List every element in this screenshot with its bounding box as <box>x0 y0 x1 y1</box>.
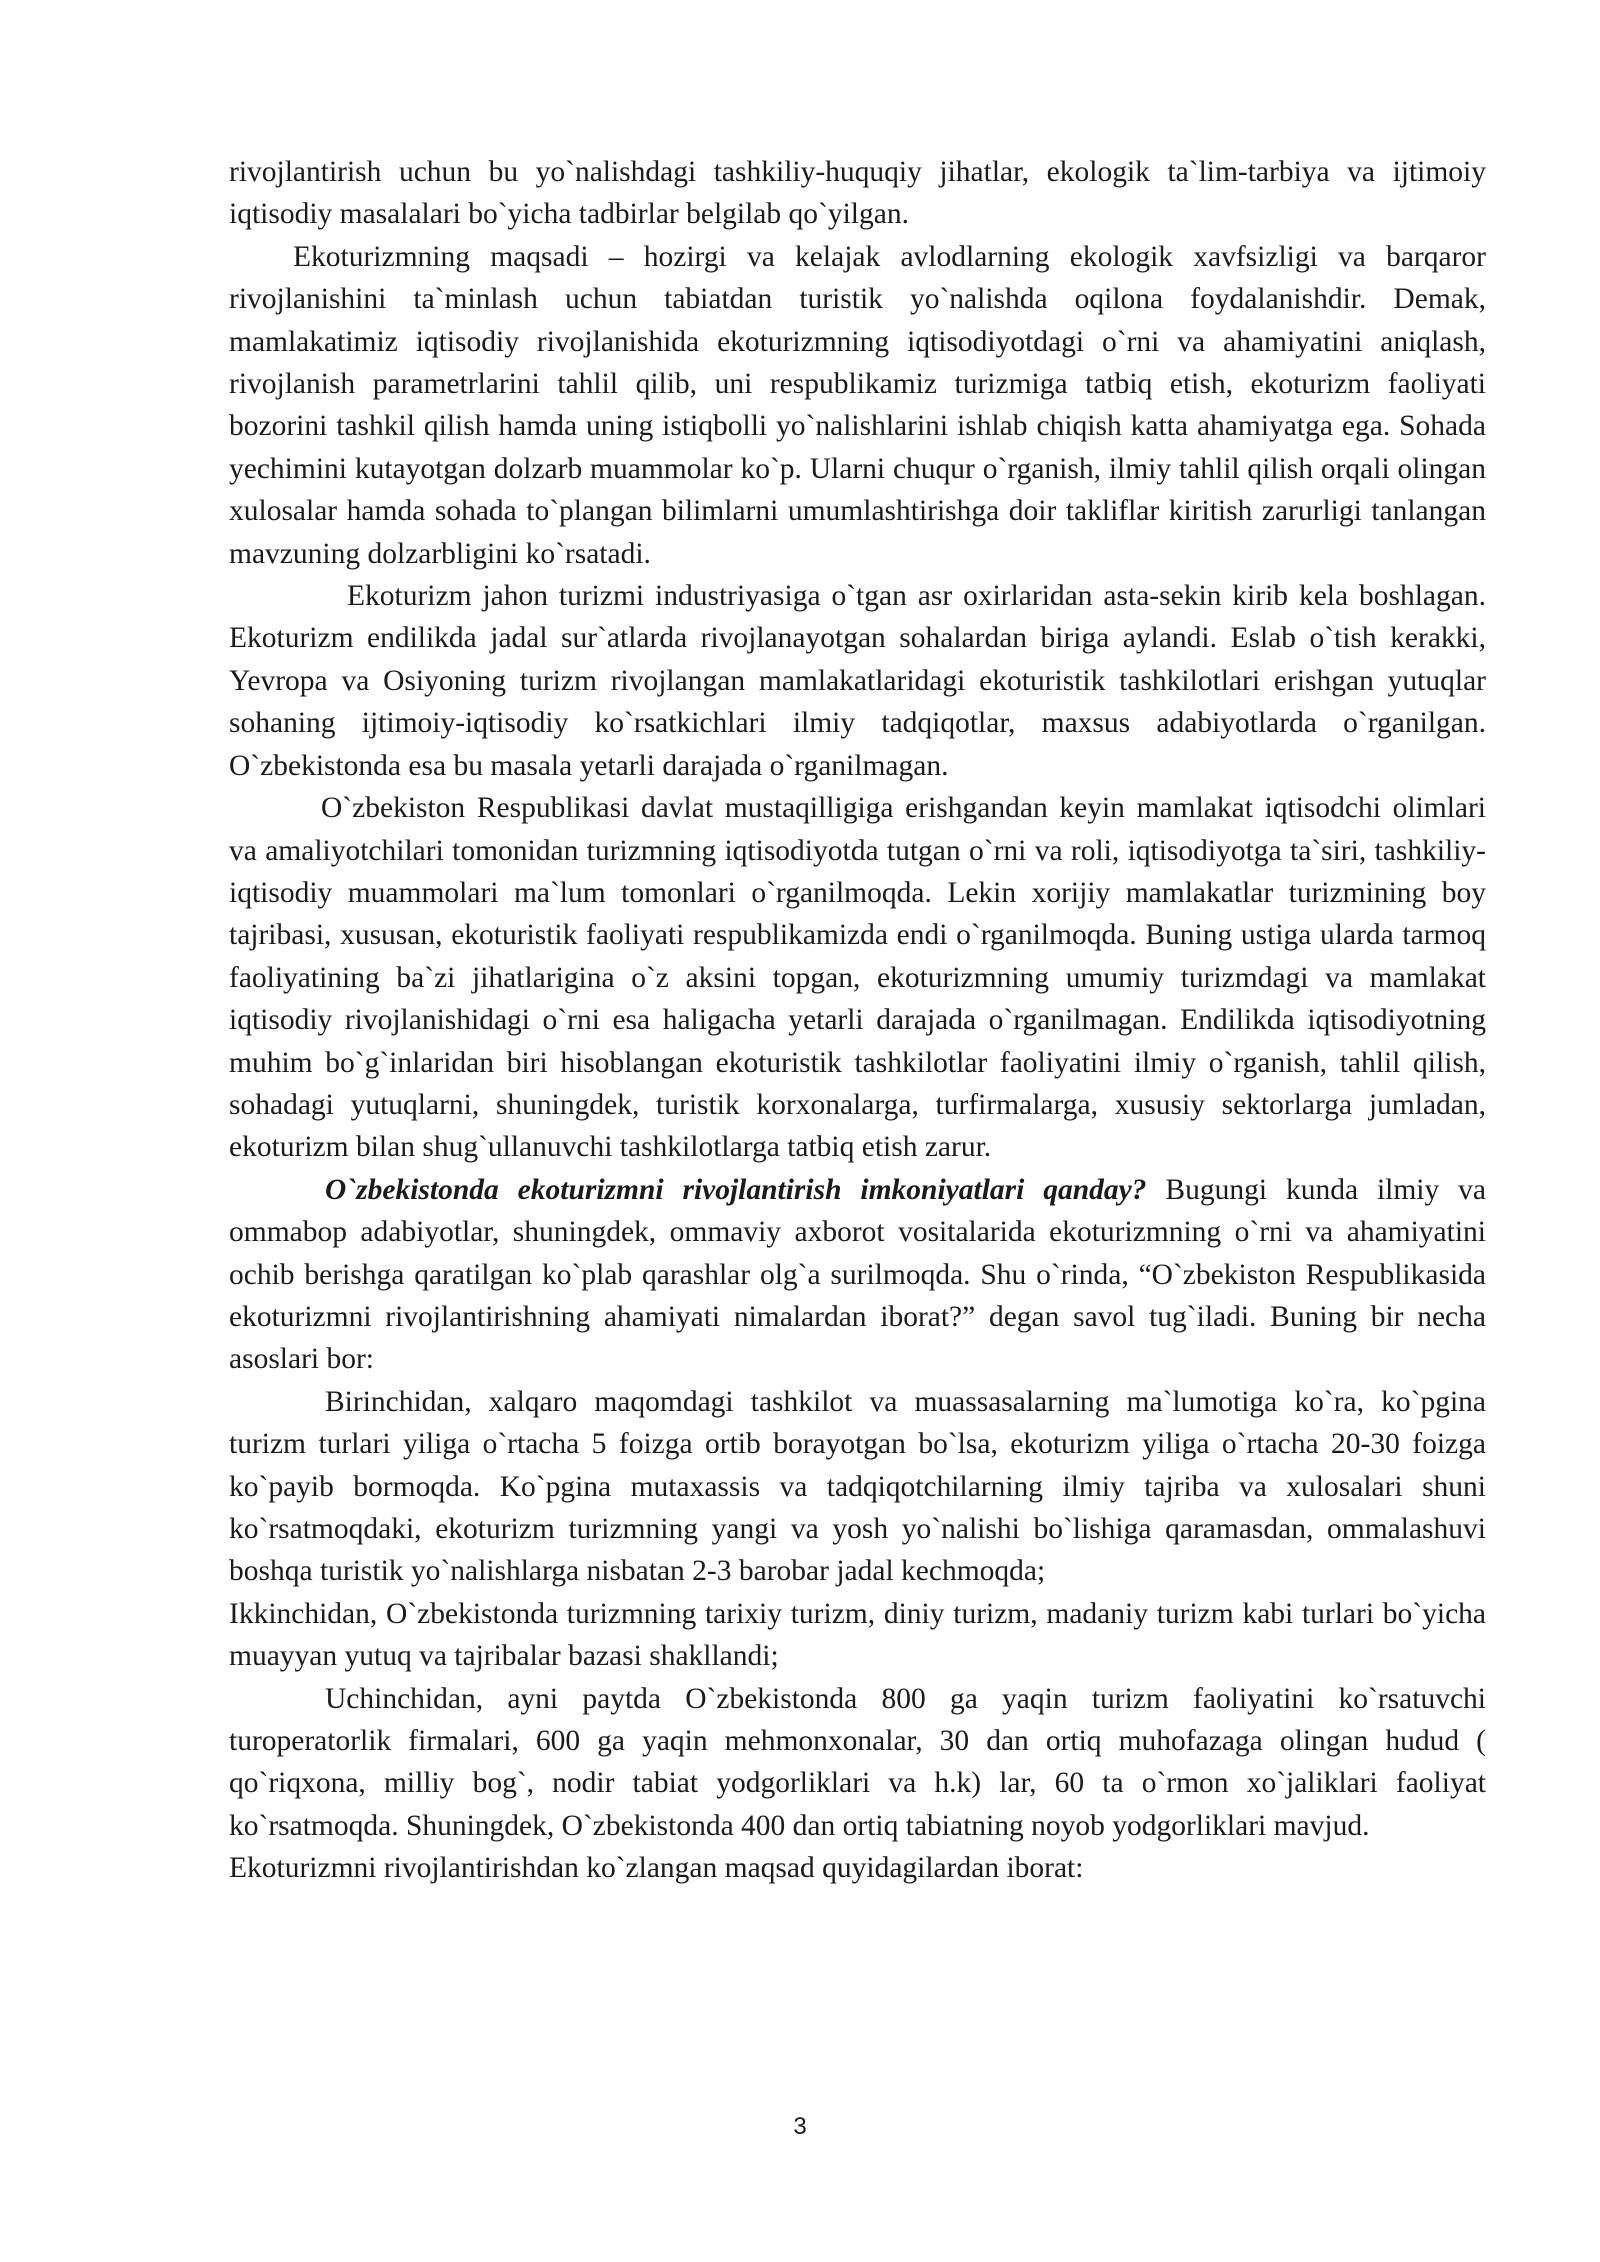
paragraph-reason-first: Birinchidan, xalqaro maqomdagi tashkilot va muassasalarning ma`lumotiga ko`ra, ko`pgina turizm turlari yiliga o`rtacha 5 foizga ortib borayotgan bo`lsa, ekoturizm yiliga o`rtacha 20-30 foizga ko`payib bormoqda. Ko`pgina mutaxassis va tadqiqotchilarning ilmiy tajriba va xulosalari shuni ko`rsatmoqdaki, ekoturizm turizmning yangi va yosh yo`nalishi bo`lishiga qaramasdan, ommalashuvi boshqa turistik yo`nalishlarga nisbatan 2-3 barobar jadal kechmoqda; <box>229 1385 1486 1588</box>
paragraph-reason-second: Ikkinchidan, O`zbekistonda turizmning tarixiy turizm, diniy turizm, madaniy turizm kabi turlari bo`yicha muayyan yutuq va tajribalar bazasi shakllandi; <box>229 1597 1486 1673</box>
paragraph-continuation: rivojlantirish uchun bu yo`nalishdagi tashkiliy-huquqiy jihatlar, ekologik ta`lim-tarbiya va ijtimoiy iqtisodiy masalalari bo`yicha tadbirlar belgilab qo`yilgan. <box>229 156 1486 231</box>
paragraph-question <box>229 1169 1486 1381</box>
paragraph-ecotourism-goal: Ekoturizmning maqsadi – hozirgi va kelajak avlodlarning ekologik xavfsizligi va barqaror rivojlanishini ta`minlash uchun tabiatdan turistik yo`nalishda oqilona foydalanishdir. Demak, mamlakatimiz iqtisodiy rivojlanishida ekoturizmning iqtisodiyotdagi o`rni va ahamiyatini aniqlash, rivojlanish parametrlarini tahlil qilib, uni respublikamiz turizmiga tatbiq etish, ekoturizm faoliyati bozorini tashkil qilish hamda uning istiqbolli yo`nalishlarini ishlab chiqish katta ahamiyatga ega. Sohada yechimini kutayotgan dolzarb muammolar ko`p. Ularni chuqur o`rganish, ilmiy tahlil qilish orqali olingan xulosalar hamda sohada to`plangan bilimlarni umumlashtirishga doir takliflar kiritish zarurligi tanlangan mavzuning dolzarbligini ko`rsatadi. <box>229 240 1486 570</box>
paragraph-ecotourism-history: Ekoturizm jahon turizmi industriyasiga o`tgan asr oxirlaridan asta-sekin kirib kela boshlagan. Ekoturizm endilikda jadal sur`atlarda rivojlanayotgan sohalardan biriga aylandi. Eslab o`tish kerakki, Yevropa va Osiyoning turizm rivojlangan mamlakatlaridagi ekoturistik tashkilotlari erishgan yutuqlar sohaning ijtimoiy-iqtisodiy ko`rsatkichlari ilmiy tadqiqotlar, maxsus adabiyotlarda o`rganilgan. O`zbekistonda esa bu masala yetarli darajada o`rganilmagan. <box>229 580 1486 782</box>
document-body <box>229 151 1486 1890</box>
paragraph-reason-third: Uchinchidan, ayni paytda O`zbekistonda 800 ga yaqin turizm faoliyatini ko`rsatuvchi turoperatorlik firmalari, 600 ga yaqin mehmonxonalar, 30 dan ortiq muhofazaga olingan hudud ( qo`riqxona, milliy bog`, nodir tabiat yodgorliklari va h.k) lar, 60 ta o`rmon xo`jaliklari faoliyat ko`rsatmoqda. Shuningdek, O`zbekistonda 400 dan ortiq tabiatning noyob yodgorliklari mavjud. <box>229 1682 1486 1842</box>
paragraph-independence-research: O`zbekiston Respublikasi davlat mustaqilligiga erishgandan keyin mamlakat iqtisodchi olimlari va amaliyotchilari tomonidan turizmning iqtisodiyotda tutgan o`rni va roli, iqtisodiyotga ta`siri, tashkiliy-iqtisodiy muammolari ma`lum tomonlari o`rganilmoqda. Lekin xorijiy mamlakatlar turizmining boy tajribasi, xususan, ekoturistik faoliyati respublikamizda endi o`rganilmoqda. Buning ustiga ularda tarmoq faoliyatining ba`zi jihatlarigina o`z aksini topgan, ekoturizmning umumiy turizmdagi va mamlakat iqtisodiy rivojlanishidagi o`rni esa haligacha yetarli darajada o`rganilmagan. Endilikda iqtisodiyotning muhim bo`g`inlaridan biri hisoblangan ekoturistik tashkilotlar faoliyatini ilmiy o`rganish, tahlil qilish, sohadagi yutuqlarni, shuningdek, turistik korxonalarga, turfirmalarga, xususiy sektorlarga jumladan, ekoturizm bilan shug`ullanuvchi tashkilotlarga tatbiq etish zarur. <box>229 792 1486 1164</box>
paragraph-goals-intro: Ekoturizmni rivojlantirishdan ko`zlangan maqsad quyidagilardan iborat: <box>229 1852 1084 1885</box>
question-heading: O`zbekistonda ekoturizmni rivojlantirish imkoniyatlari qanday? <box>325 1173 1147 1206</box>
question-paragraph-text: Bugungi kunda ilmiy va ommabop adabiyotlar, shuningdek, ommaviy axborot vositalarida ekoturizmning o`rni va ahamiyatini ochib berishga qaratilgan ko`plab qarashlar olg`a surilmoqda. Shu o`rinda, “O`zbekiston Respublikasida ekoturizmni rivojlantirishning ahamiyati nimalardan iborat?” degan savol tug`iladi. Buning bir necha asoslari bor: <box>229 1173 1486 1376</box>
page-number: 3 <box>793 2113 807 2140</box>
